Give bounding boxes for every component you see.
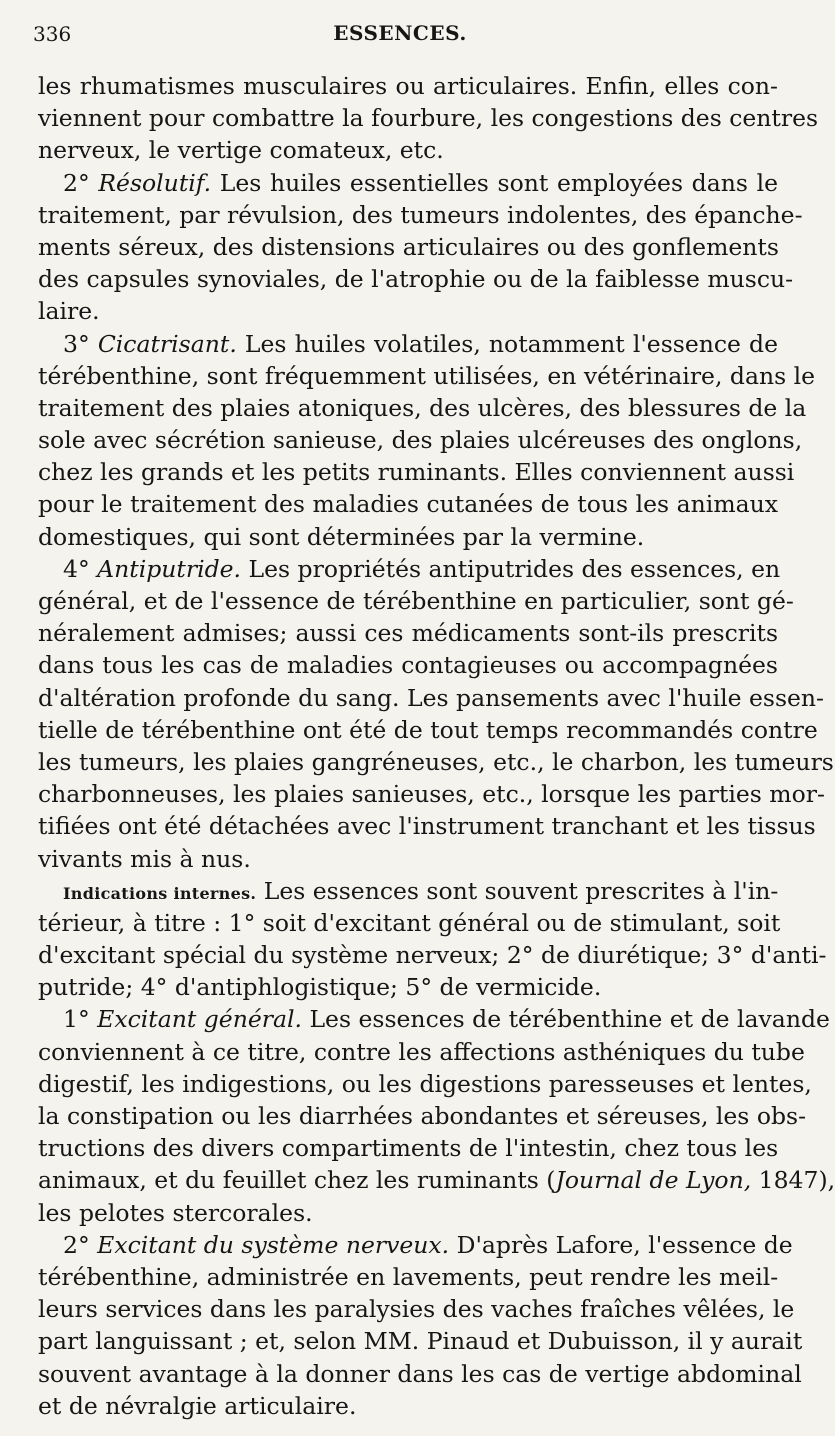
text-line [38, 907, 781, 939]
text-line [38, 843, 778, 875]
text-line [38, 1325, 803, 1357]
text-line [38, 617, 778, 649]
text-line [38, 231, 778, 263]
text-line [38, 328, 778, 360]
text-line [38, 585, 794, 617]
text-run: animaux, et du feuillet chez les ruminants ( [38, 1166, 556, 1195]
text-run: les rhumatismes musculaires ou articulaires. Enfin, elles con- [38, 72, 778, 100]
text-line [38, 649, 778, 681]
text-run: 2° [63, 1230, 98, 1259]
page-header [0, 18, 800, 48]
text-run: conviennent à ce titre, contre les affections asthéniques du tube [38, 1037, 805, 1066]
text-run: charbonneuses, les plaies sanieuses, etc., lorsque les parties mor- [38, 780, 825, 809]
text-line [38, 360, 816, 392]
italic-heading: Excitant du système nerveux. [97, 1230, 450, 1259]
text-run: les pelotes stercorales. [38, 1198, 313, 1227]
text-line [38, 199, 803, 231]
text-run: nerveux, le vertige comateux, etc. [38, 136, 444, 165]
text-run: tructions des divers compartiments de l'intestin, chez tous les [38, 1134, 779, 1163]
text-run: souvent avantage à la donner dans les cas de vertige abdominal [38, 1359, 802, 1388]
text-run: laire. [38, 297, 100, 326]
text-run: ments séreux, des distensions articulaires ou des gonflements [38, 232, 779, 261]
text-run: d'altération profonde du sang. Les pansements avec l'huile essen- [38, 683, 824, 712]
italic-heading: Cicatrisant. [97, 329, 237, 358]
text-run: pour le traitement des maladies cutanées de tous les animaux [38, 490, 778, 519]
text-run: domestiques, qui sont déterminées par la vermine. [38, 522, 645, 551]
text-run: sole avec sécrétion sanieuse, des plaies ulcéreuses des onglons, [38, 426, 803, 455]
text-run: général, et de l'essence de térébenthine en particulier, sont gé- [38, 587, 794, 615]
text-run: Les essences sont souvent prescrites à l'in- [256, 876, 779, 905]
running-title: ESSENCES. [333, 21, 467, 45]
text-run: Les propriétés antiputrides des essences, en [241, 554, 781, 583]
section-heading: Indications internes. [63, 883, 257, 903]
text-line [38, 263, 794, 295]
text-line [38, 1100, 807, 1132]
text-run: Les essences de térébenthine et de lavande [301, 1005, 830, 1034]
text-line [38, 939, 827, 971]
text-line [38, 778, 825, 810]
text-line [38, 810, 816, 842]
text-line [38, 875, 778, 907]
text-run: putride; 4° d'antiphlogistique; 5° de vermicide. [38, 973, 602, 1002]
text-run: dans tous les cas de maladies contagieuses ou accompagnées [38, 651, 778, 680]
text-run: tielle de térébenthine ont été de tout temps recommandés contre [38, 715, 818, 744]
text-run: digestif, les indigestions, ou les digestions paresseuses et lentes, [38, 1069, 812, 1098]
italic-heading: Journal de Lyon, [555, 1166, 752, 1195]
text-run: vivants mis à nus. [38, 844, 251, 873]
text-line [38, 134, 778, 166]
page-number: 336 [33, 22, 72, 46]
text-run: chez les grands et les petits ruminants. Elles conviennent aussi [38, 458, 795, 487]
text-line [38, 70, 778, 102]
text-run: leurs services dans les paralysies des vaches fraîches vêlées, le [38, 1295, 795, 1324]
text-run: les tumeurs, les plaies gangréneuses, etc., le charbon, les tumeurs [38, 747, 834, 776]
text-run: part languissant ; et, selon MM. Pinaud et Dubuisson, il y aurait [38, 1327, 803, 1356]
text-line [38, 392, 807, 424]
text-line [38, 682, 824, 714]
text-line [38, 1293, 795, 1325]
text-line [38, 424, 803, 456]
text-line [38, 521, 778, 553]
text-run: térieur, à titre : 1° soit d'excitant général ou de stimulant, soit [38, 908, 781, 937]
text-run: viennent pour combattre la fourbure, les congestions des centres [38, 104, 819, 133]
text-line [38, 456, 795, 488]
text-line [38, 1036, 805, 1068]
text-run: et de névralgie articulaire. [38, 1391, 357, 1420]
text-run: térébenthine, administrée en lavements, peut rendre les meil- [38, 1262, 779, 1291]
text-line [38, 1229, 793, 1261]
text-run: la constipation ou les diarrhées abondantes et séreuses, les obs- [38, 1102, 807, 1130]
text-line [38, 971, 778, 1003]
text-run: Les huiles essentielles sont employées dans le [211, 168, 778, 197]
text-line [38, 1358, 802, 1390]
text-line [38, 488, 778, 520]
text-run: 1° [63, 1005, 98, 1034]
text-line [38, 1068, 812, 1100]
body-text [38, 70, 835, 1422]
text-run: D'après Lafore, l'essence de [449, 1230, 793, 1259]
text-line [38, 1132, 778, 1164]
text-run: térébenthine, sont fréquemment utilisées, en vétérinaire, dans le [38, 361, 816, 390]
text-run: d'excitant spécial du système nerveux; 2° de diurétique; 3° d'anti- [38, 941, 827, 970]
text-line [38, 167, 778, 199]
text-line [38, 553, 781, 585]
text-line [38, 1390, 778, 1422]
text-run: Les huiles volatiles, notamment l'essence de [236, 329, 778, 358]
text-run: néralement admises; aussi ces médicaments sont-ils prescrits [38, 619, 778, 648]
text-line [38, 1164, 835, 1196]
italic-heading: Résolutif. [98, 168, 212, 197]
text-run: des capsules synoviales, de l'atrophie ou de la faiblesse muscu- [38, 265, 794, 294]
text-run: tifiées ont été détachées avec l'instrument tranchant et les tissus [38, 812, 816, 841]
text-run: traitement des plaies atoniques, des ulcères, des blessures de la [38, 393, 807, 422]
text-line [38, 102, 819, 134]
text-run: 1847), [751, 1166, 835, 1195]
text-run: 3° [63, 329, 98, 358]
text-line [38, 1261, 778, 1293]
text-run: 4° [63, 554, 98, 583]
text-line [38, 1197, 778, 1229]
italic-heading: Excitant général. [97, 1005, 302, 1034]
italic-heading: Antiputride. [97, 554, 242, 583]
text-run: 2° [63, 168, 99, 197]
text-run: traitement, par révulsion, des tumeurs indolentes, des épanche- [38, 200, 803, 229]
text-line [38, 1003, 830, 1035]
text-line [38, 295, 778, 327]
text-line [38, 714, 818, 746]
text-line [38, 746, 834, 778]
